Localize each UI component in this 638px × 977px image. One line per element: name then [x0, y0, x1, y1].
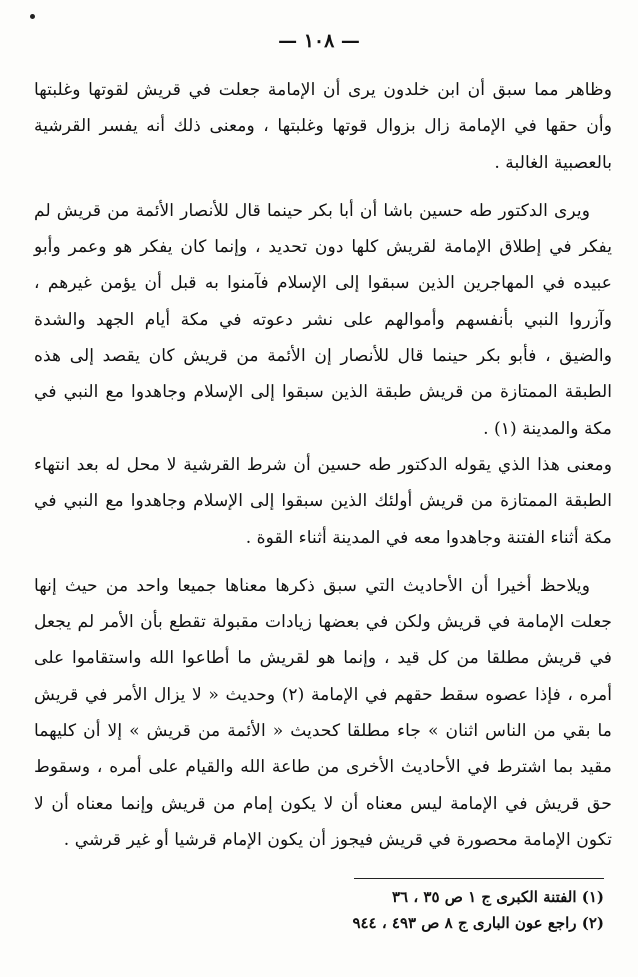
- paragraph-4: ويلاحظ أخيرا أن الأحاديث التي سبق ذكرها معناها جميعا واحد من حيث إنها جعلت الإمامة في قريش ولكن في بعضها زيادات مقبولة تقطع بأن الأمر لم يجعل في قريش مطلقا من كل قيد ، وإنما هو لقريش ما أطاعوا الله واستقاموا على أمره ، فإذا عصوه سقط حقهم في الإمامة (٢) وحديث « لا يزال الأمر في قريش ما بقي من الناس اثنان » جاء مطلقا كحديث « الأئمة من قريش » إلا أن كليهما مقيد بما اشترط في الأحاديث الأخرى من طاعة الله والقيام على أمره ، وسقوط حق قريش في الإمامة ليس معناه أن لا يكون إمام من قريش وإنما معناه أن لا تكون الإمامة محصورة في قريش فيجوز أن يكون الإمام قرشيا أو غير قرشي .: [34, 575, 613, 850]
- paragraph-2: ويرى الدكتور طه حسين باشا أن أبا بكر حينما قال للأنصار الأئمة من قريش لم يفكر في إطلاق الإمامة لقريش كلها دون تحديد ، وإنما كان يفكر هو وعمر وأبو عبيده في المهاجرين الذين سبقوا إلى الإسلام فآمنوا به قبل أن يؤمن غيرهم ، وآزروا النبي بأنفسهم وأموالهم على نشر دعوته في مكة أيام الجهد والشدة والضيق ، فأبو بكر حينما قال للأنصار إن الأئمة من قريش كان يقصد إلى هذه الطبقة الممتازة من قريش طبقة الذين سبقوا إلى الإسلام وجاهدوا مع النبي في مكة والمدينة (١) .: [34, 200, 612, 439]
- footnote-divider: [354, 878, 604, 879]
- page-number: — ١٠٨ —: [278, 30, 360, 52]
- footnote-2: (٢) راجع عون البارى ج ٨ ص ٤٩٣ ، ٩٤٤: [352, 914, 604, 932]
- paragraph-3: ومعنى هذا الذي يقوله الدكتور طه حسين أن شرط القرشية لا محل له بعد انتهاء الطبقة الممتازة من قريش أولئك الذين سبقوا إلى الإسلام وجاهدوا مع النبي في مكة أثناء الفتنة وجاهدوا معه في المدينة أثناء القوة .: [34, 454, 612, 548]
- paragraph-1: وظاهر مما سبق أن ابن خلدون يرى أن الإمامة جعلت في قريش لقوتها وغلبتها وأن حقها في الإمامة زال بزوال قوتها وغلبتها ، ومعنى ذلك أنه يفسر القرشية بالعصبية الغالبة .: [34, 80, 612, 173]
- footnotes: [304, 884, 604, 936]
- footnote-1: (١) الفتنة الكبرى ج ١ ص ٣٥ ، ٣٦: [391, 888, 604, 906]
- corner-mark: [30, 14, 35, 19]
- body-text: [34, 72, 612, 858]
